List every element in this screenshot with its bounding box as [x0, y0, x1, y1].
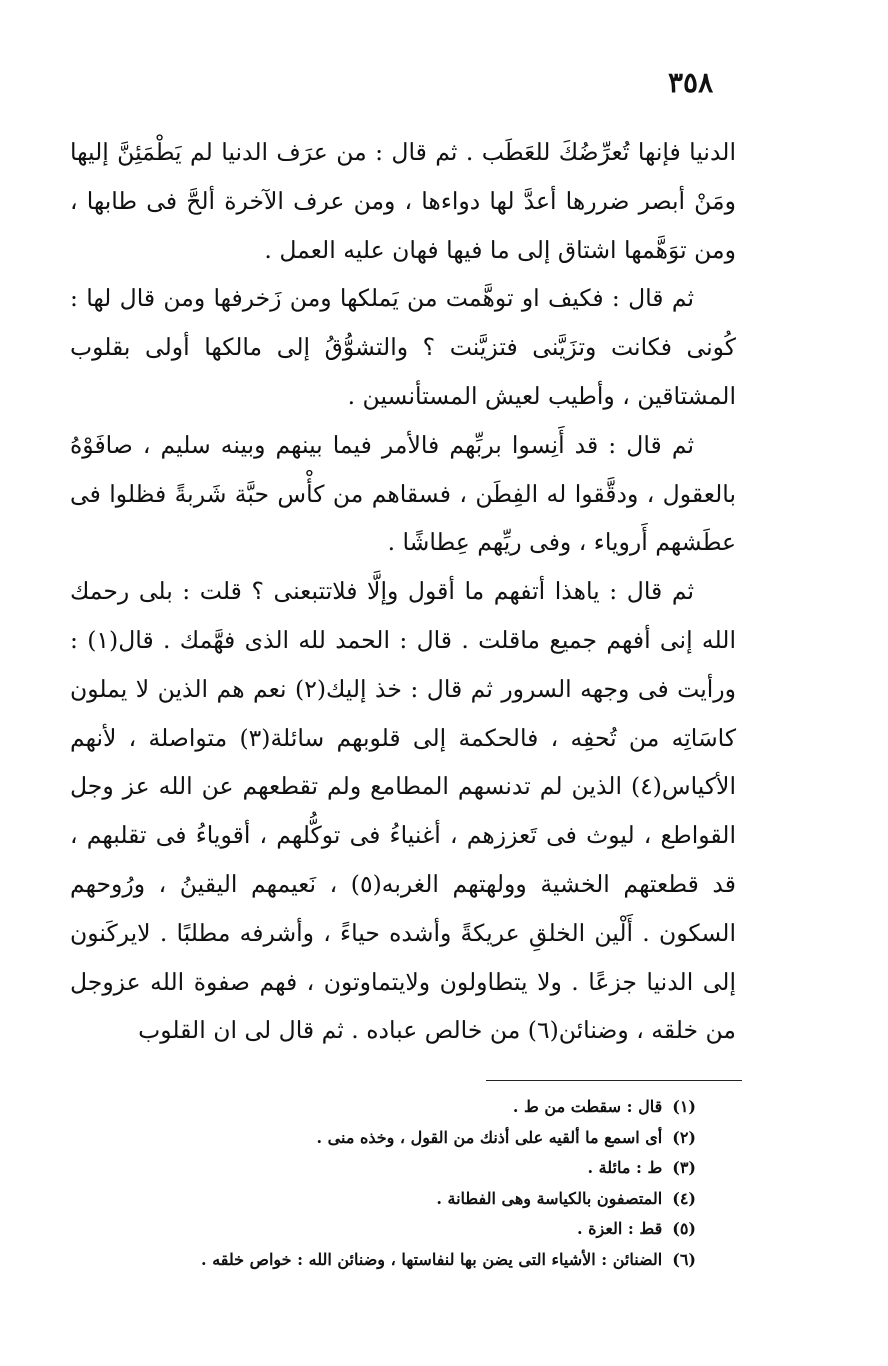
- footnote-item: [100, 1214, 696, 1245]
- paragraph: الدنيا فإنها تُعرِّضُكَ للعَطَب . ثم قال : من عرَف الدنيا لم يَطْمَئِنَّ إليها ومَنْ أبصر ضررها أعدَّ لها دواءها ، ومن عرف الآخرة ألحَّ فى طابها ، ومن توَهَّمها اشتاق إلى ما فيها فهان عليه العمل .: [70, 138, 736, 264]
- main-text: [70, 128, 736, 1055]
- footnote-text: قط : العزة .: [576, 1219, 663, 1239]
- page-number: ٣٥٨: [668, 66, 714, 99]
- footnote-divider: [486, 1080, 742, 1081]
- paragraph: ثم قال : فكيف او توهَّمت من يَملكها ومن زَخرفها ومن قال لها : كُونى فكانت وتزَيَّنى فتزيَّنت ؟ والتشوُّقُ إلى مالكها أولى بقلوب المشتاقين ، وأطيب لعيش المستأنسين .: [70, 284, 736, 410]
- paragraph: ثم قال : ياهذا أتفهم ما أقول وإلَّا فلاتتبعنى ؟ قلت : بلى رحمك الله إنى أفهم جميع ماقلت . قال : الحمد لله الذى فهَّمك . قال(١) : ورأيت فى وجهه السرور ثم قال : خذ إليك(٢) نعم هم الذين لا يملون كاسَاتِه من تُحفِه ، فالحكمة إلى قلوبهم سائلة(٣) متواصلة ، لأنهم الأكياس(٤) الذين لم تدنسهم المطامع ولم تقطعهم عن الله عز وجل القواطع ، ليوث فى تَعززهم ، أغنياءُ فى توكُّلهم ، أقوياءُ فى تقلبهم ، قد قطعتهم الخشية وولهتهم الغربه(٥) ، نَعيمهم اليقينُ ، ورُوحهم السكون . أَلْين الخلقِ عريكةً وأشده حياءً ، وأشرفه مطلبًا . لايركَنون إلى الدنيا جزعًا . ولا يتطاولون ولايتماوتون ، فهم صفوة الله عزوجل من خلقه ، وضنائن(٦) من خالص عباده . ثم قال لى ان القلوب: [70, 577, 737, 1045]
- footnote-item: [100, 1123, 696, 1154]
- footnotes: [100, 1092, 696, 1276]
- footnote-text: المتصفون بالكياسة وهى الفطانة .: [436, 1188, 663, 1208]
- footnote-item: [100, 1245, 696, 1276]
- footnote-number: (٦): [672, 1249, 696, 1269]
- footnote-text: قال : سقطت من ط .: [512, 1097, 663, 1116]
- footnote-number: (١): [672, 1097, 696, 1116]
- footnote-number: (٥): [672, 1219, 696, 1239]
- footnote-item: [100, 1184, 696, 1215]
- footnote-text: الضنائن : الأشياء التى يضن بها لنفاستها ، وضنائن الله : خواص خلقه .: [201, 1249, 663, 1269]
- footnote-number: (٤): [672, 1188, 696, 1208]
- footnote-number: (٢): [672, 1127, 696, 1147]
- footnote-item: [100, 1092, 696, 1123]
- footnote-text: أى اسمع ما ألقيه على أذنك من القول ، وخذه منى .: [316, 1127, 663, 1147]
- paragraph: ثم قال : قد أَنِسوا بربِّهم فالأمر فيما بينهم وبينه سليم ، صافَوْهُ بالعقول ، ودقَّقوا له الفِطَن ، فسقاهم من كأْس حبَّة شَربةً فظلوا فى عطَشهم أَروياء ، وفى ريِّهم عِطاشًا .: [70, 430, 736, 557]
- footnote-item: [100, 1153, 696, 1184]
- footnote-text: ط : مائلة .: [587, 1158, 663, 1178]
- footnote-number: (٣): [672, 1158, 696, 1178]
